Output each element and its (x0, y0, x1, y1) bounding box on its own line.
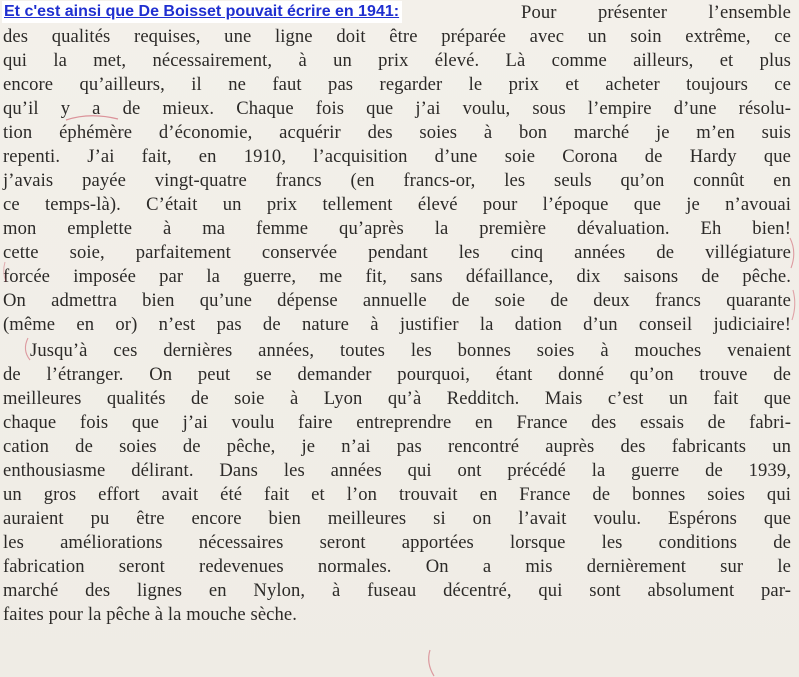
paragraph-2-line: cation de soies de pêche, je n’ai pas rencontré auprès des fabricants un (3, 436, 791, 457)
paragraph-1-line: cette soie, parfaitement conservée pendant les cinq années de villégiature (3, 242, 791, 263)
paragraph-1-line: qui la met, nécessairement, à un prix élevé. Là comme ailleurs, et plus (3, 50, 791, 71)
paragraph-2-line: fabrication seront redevenues normales. On a mis dernièrement sur le (3, 556, 791, 577)
paragraph-2-line: faites pour la pêche à la mouche sèche. (3, 604, 298, 625)
paragraph-2-line: meilleures qualités de soie à Lyon qu’à Redditch. Mais c’est un fait que (3, 388, 791, 409)
paragraph-2-line: auraient pu être encore bien meilleures si on l’avait voulu. Espérons que (3, 508, 791, 529)
paragraph-2-line: chaque fois que j’ai voulu faire entreprendre en France des essais de fabri- (3, 412, 791, 433)
paragraph-1-line: forcée imposée par la guerre, me fit, sans défaillance, dix saisons de pêche. (3, 266, 791, 287)
paragraph-1-line: repenti. J’ai fait, en 1910, l’acquisition d’une soie Corona de Hardy que (3, 146, 791, 167)
paragraph-2-line: un gros effort avait été fait et l’on trouvait en France de bonnes soies qui (3, 484, 791, 505)
paragraph-2-line: de l’étranger. On peut se demander pourquoi, étant donné qu’on trouve de (3, 364, 791, 385)
paragraph-2-line: enthousiasme délirant. Dans les années qui ont précédé la guerre de 1939, (3, 460, 791, 481)
paragraph-1-line: Pour présenter l’ensemble (521, 2, 791, 23)
paragraph-1-line: j’avais payée vingt-quatre francs (en francs-or, les seuls qu’on connût en (3, 170, 791, 191)
paragraph-1-line: encore qu’ailleurs, il ne faut pas regarder le prix et acheter toujours ce (3, 74, 791, 95)
caption-label: Et c'est ainsi que De Boisset pouvait écrire en 1941: (2, 1, 402, 23)
paragraph-1-line: tion éphémère d’économie, acquérir des soies à bon marché je m’en suis (3, 122, 791, 143)
paragraph-2-line: les améliorations nécessaires seront apportées lorsque les conditions de (3, 532, 791, 553)
paragraph-1-line: mon emplette à ma femme qu’après la première dévaluation. Eh bien! (3, 218, 791, 239)
paragraph-1-line: ce temps-là). C’était un prix tellement élevé pour l’époque que je n’avouai (3, 194, 791, 215)
paragraph-1-line: des qualités requises, une ligne doit être préparée avec un soin extrême, ce (3, 26, 791, 47)
paragraph-1-line: On admettra bien qu’une dépense annuelle de soie de deux francs quarante (3, 290, 791, 311)
paragraph-1-line: qu’il y a de mieux. Chaque fois que j’ai voulu, sous l’empire d’une résolu- (3, 98, 791, 119)
paragraph-1-line: (même en or) n’est pas de nature à justifier la dation d’un conseil judiciaire! (3, 314, 791, 335)
paragraph-2-line: marché des lignes en Nylon, à fuseau décentré, qui sont absolument par- (3, 580, 791, 601)
paragraph-2-line: Jusqu’à ces dernières années, toutes les bonnes soies à mouches venaient (30, 340, 791, 361)
